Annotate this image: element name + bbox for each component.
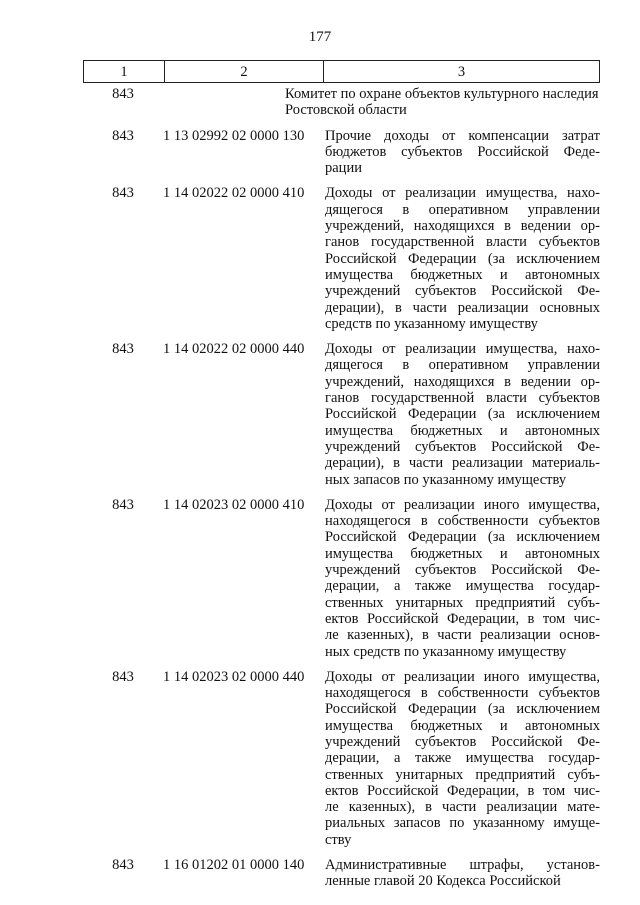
revenue-description <box>325 128 600 177</box>
description-line: ле казенных), в части реализации основ- <box>325 627 600 644</box>
committee-row <box>83 86 600 119</box>
revenue-description <box>325 497 600 660</box>
description-line: учреждений субъектов Российской Фе- <box>325 733 600 750</box>
description-line: Российской Федерации (за исключением <box>325 701 600 718</box>
description-line: средств по указанному имуществу <box>325 315 538 332</box>
description-line: дерации, а также имущества государ- <box>325 750 600 767</box>
table-body <box>83 86 600 899</box>
column-header-2: 2 <box>165 61 324 83</box>
description-line: учреждений субъектов Российской Фе- <box>325 438 600 455</box>
description-line: Доходы от реализации иного имущества, <box>325 496 600 513</box>
description-line: ных запасов по указанному имуществу <box>325 471 567 488</box>
column-header-table <box>83 60 600 83</box>
revenue-description <box>325 185 600 332</box>
admin-code: 843 <box>112 185 134 202</box>
description-line: учреждений, находящихся в ведении ор- <box>325 373 600 390</box>
table-row <box>83 857 600 890</box>
description-line: учреждений субъектов Российской Фе- <box>325 562 600 579</box>
revenue-code: 1 14 02023 02 0000 410 <box>163 496 305 513</box>
admin-code: 843 <box>112 127 134 144</box>
description-line: ганов государственной власти субъектов <box>325 234 600 251</box>
description-line: ле казенных), в части реализации мате- <box>325 799 600 816</box>
description-line: Доходы от реализации имущества, нахо- <box>325 341 600 358</box>
description-line: бюджетов субъектов Российской Феде- <box>325 143 600 160</box>
admin-code: 843 <box>112 668 134 685</box>
description-line: дерации, а также имущества государ- <box>325 578 600 595</box>
description-line: Административные штрафы, установ- <box>325 857 600 874</box>
description-line: дящегося в оперативном управлении <box>325 201 600 218</box>
revenue-description <box>325 341 600 488</box>
description-line: имущества бюджетных и автономных <box>325 266 600 283</box>
column-header-1: 1 <box>84 61 165 83</box>
revenue-code: 1 14 02022 02 0000 410 <box>163 185 305 202</box>
description-line: учреждений, находящихся в ведении ор- <box>325 218 600 235</box>
revenue-code: 1 16 01202 01 0000 140 <box>163 857 305 874</box>
description-line: Доходы от реализации иного имущества, <box>325 668 600 685</box>
admin-code: 843 <box>112 857 134 874</box>
table-row <box>83 128 600 177</box>
description-line: ству <box>325 831 352 848</box>
description-line: дящегося в оперативном управлении <box>325 357 600 374</box>
committee-code: 843 <box>112 86 134 102</box>
revenue-description <box>325 669 600 848</box>
table-row <box>83 669 600 848</box>
revenue-description <box>325 857 600 890</box>
page-number: 177 <box>308 29 332 45</box>
table-row <box>83 341 600 488</box>
committee-title <box>285 86 600 119</box>
admin-code: 843 <box>112 341 134 358</box>
description-line: Доходы от реализации имущества, нахо- <box>325 185 600 202</box>
description-line: дерации), в части реализации основных <box>325 299 600 316</box>
description-line: имущества бюджетных и автономных <box>325 422 600 439</box>
description-line: Российской Федерации (за исключением <box>325 250 600 267</box>
description-line: ектов Российской Федерации, в том чис- <box>325 610 600 627</box>
description-line: дерации), в части реализации материаль- <box>325 455 600 472</box>
description-line: ленные главой 20 Кодекса Российской <box>325 873 561 890</box>
description-line: имущества бюджетных и автономных <box>325 717 600 734</box>
table-row <box>83 185 600 332</box>
description-line: ектов Российской Федерации, в том чис- <box>325 782 600 799</box>
description-line: Российской Федерации (за исключением <box>325 529 600 546</box>
description-line: имущества бюджетных и автономных <box>325 545 600 562</box>
description-line: ганов государственной власти субъектов <box>325 390 600 407</box>
description-line: Прочие доходы от компенсации затрат <box>325 127 600 144</box>
description-line: ственных унитарных предприятий субъ- <box>325 766 600 783</box>
revenue-code: 1 14 02023 02 0000 440 <box>163 668 305 685</box>
description-line: Российской Федерации (за исключением <box>325 406 600 423</box>
table-row <box>83 497 600 660</box>
column-header-3: 3 <box>324 61 600 83</box>
description-line: ных средств по указанному имуществу <box>325 643 567 660</box>
admin-code: 843 <box>112 496 134 513</box>
committee-title-line2: Ростовской области <box>285 102 407 119</box>
revenue-code: 1 14 02022 02 0000 440 <box>163 341 305 358</box>
description-line: рации <box>325 160 362 177</box>
description-line: ственных унитарных предприятий субъ- <box>325 594 600 611</box>
column-header-row <box>84 61 600 83</box>
description-line: находящегося в собственности субъектов <box>325 685 600 702</box>
committee-title-line1: Комитет по охране объектов культурного наследия <box>285 86 599 102</box>
description-line: находящегося в собственности субъектов <box>325 513 600 530</box>
description-line: риальных запасов по указанному имуще- <box>325 815 600 832</box>
description-line: учреждений субъектов Российской Фе- <box>325 283 600 300</box>
revenue-code: 1 13 02992 02 0000 130 <box>163 127 305 144</box>
